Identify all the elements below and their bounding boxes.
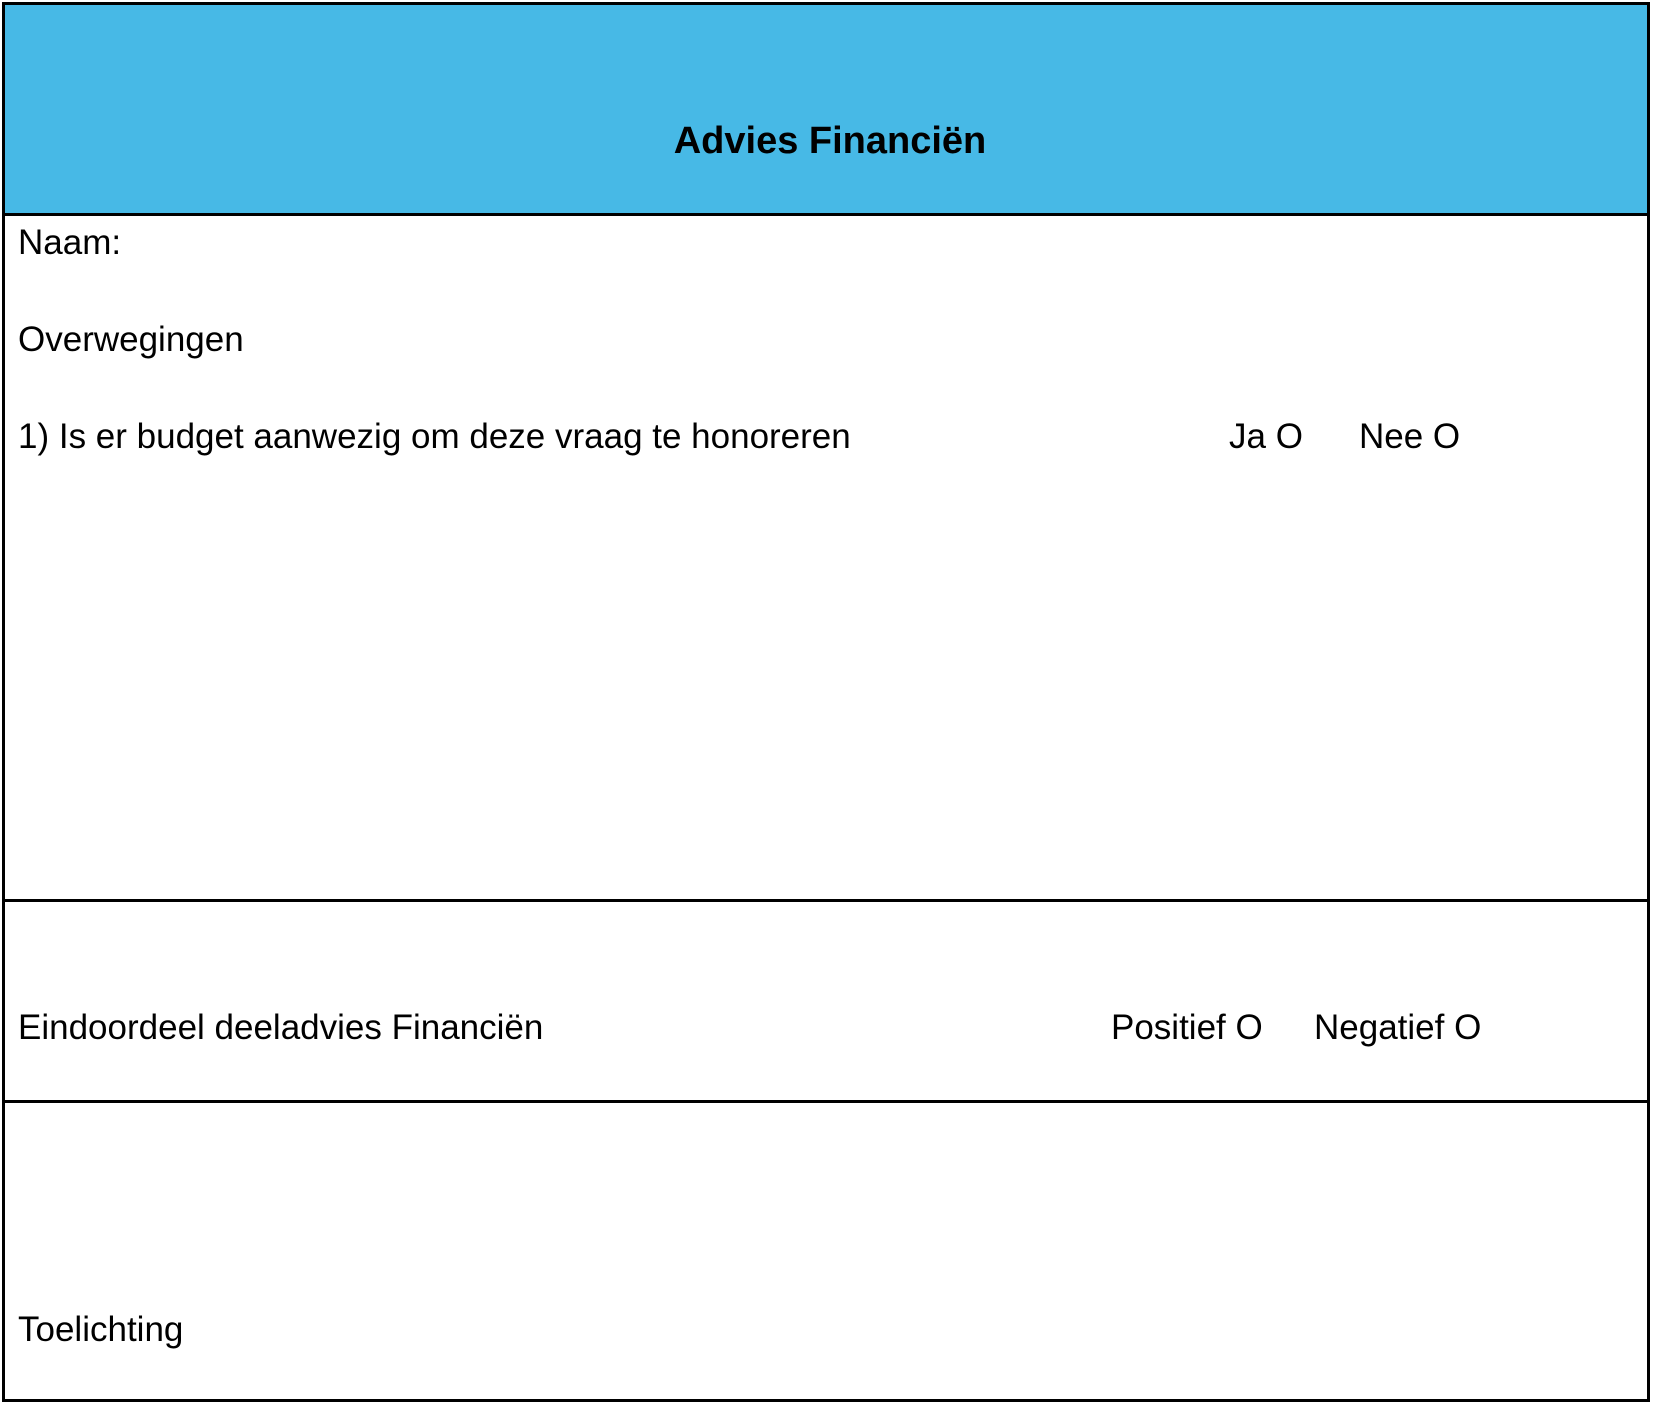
verdict-label: Eindoordeel deeladvies Financiën	[18, 1008, 544, 1047]
question-1-yes-option[interactable]: Ja O	[1229, 417, 1303, 456]
form-title: Advies Financiën	[673, 120, 987, 162]
advice-form	[2, 2, 1650, 1402]
verdict-positive-option[interactable]: Positief O	[1111, 1008, 1263, 1047]
verdict-section	[5, 902, 1647, 1103]
question-1-no-option[interactable]: Nee O	[1359, 417, 1461, 456]
notes-section	[5, 1103, 1647, 1399]
name-label: Naam:	[18, 223, 122, 262]
considerations-section	[5, 216, 1647, 902]
notes-label: Toelichting	[18, 1310, 184, 1349]
verdict-negative-option[interactable]: Negatief O	[1314, 1008, 1482, 1047]
question-1-text: 1) Is er budget aanwezig om deze vraag te honoreren	[18, 417, 851, 456]
form-header	[5, 5, 1647, 216]
considerations-heading: Overwegingen	[18, 320, 244, 359]
